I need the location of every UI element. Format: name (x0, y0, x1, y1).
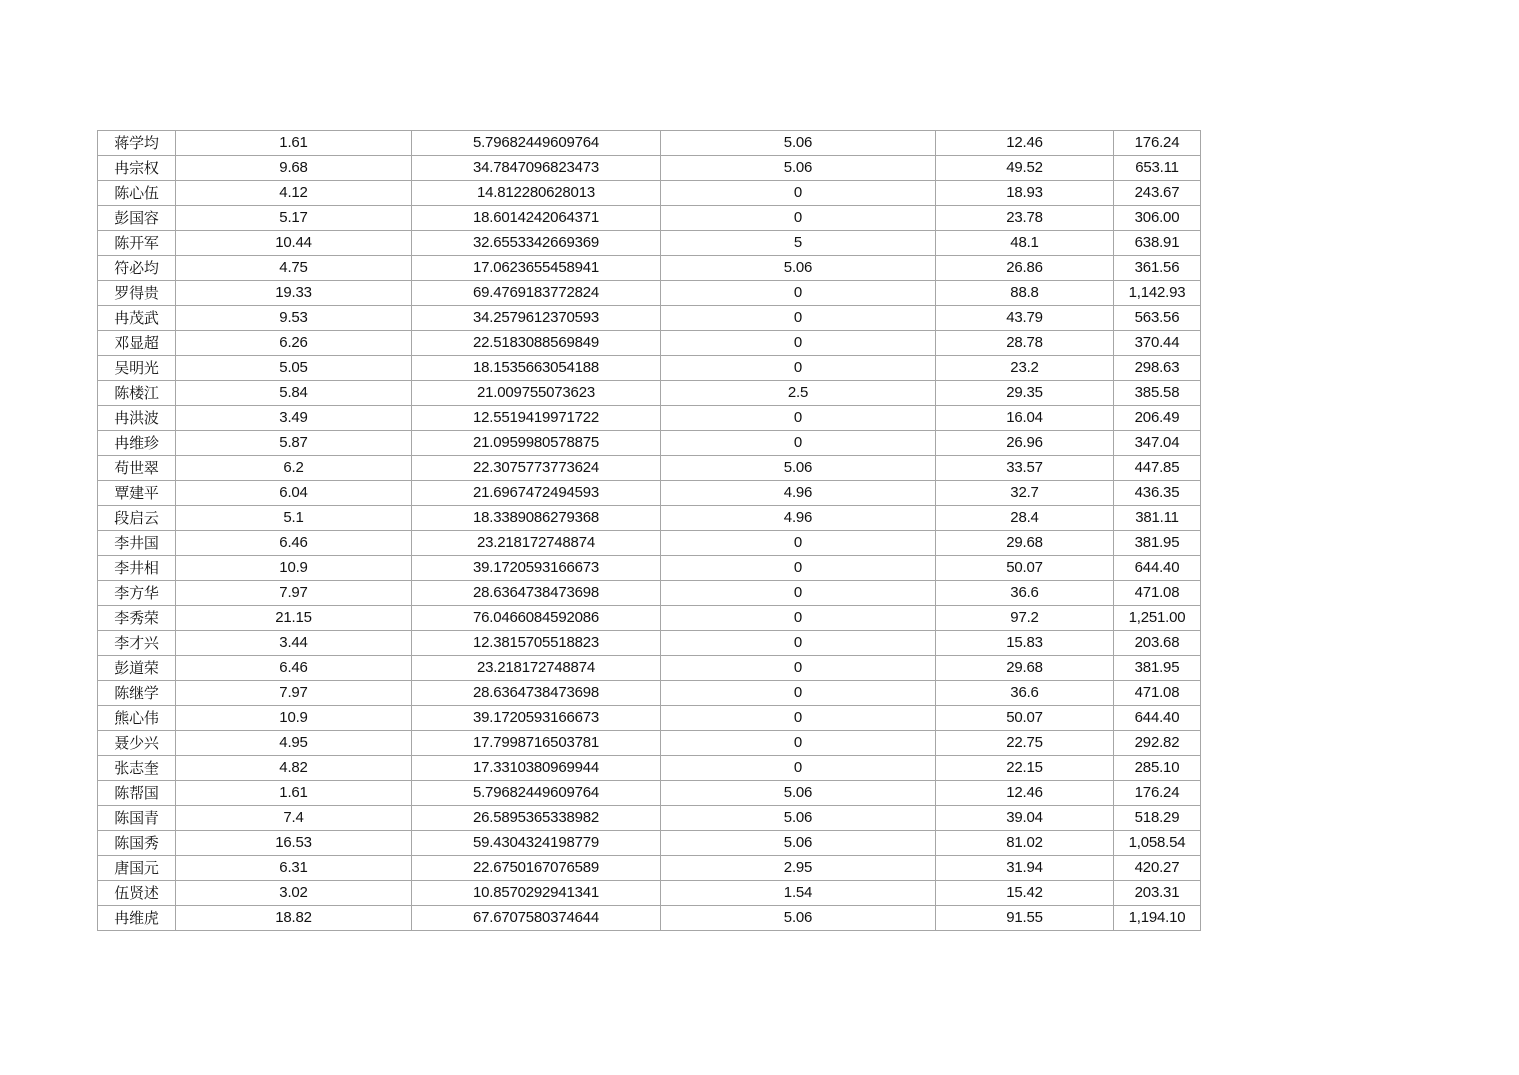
name-cell: 苟世翠 (98, 456, 176, 481)
name-cell: 陈国秀 (98, 831, 176, 856)
value-cell-5: 347.04 (1114, 431, 1201, 456)
value-cell-5: 563.56 (1114, 306, 1201, 331)
value-cell-3: 0 (661, 406, 936, 431)
name-cell: 李才兴 (98, 631, 176, 656)
name-cell: 冉宗权 (98, 156, 176, 181)
value-cell-4: 88.8 (936, 281, 1114, 306)
table-row (98, 631, 1201, 656)
value-cell-5: 1,058.54 (1114, 831, 1201, 856)
value-cell-4: 16.04 (936, 406, 1114, 431)
value-cell-3: 0 (661, 631, 936, 656)
value-cell-3: 0 (661, 431, 936, 456)
value-cell-3: 4.96 (661, 506, 936, 531)
value-cell-2: 26.5895365338982 (412, 806, 661, 831)
name-cell: 李秀荣 (98, 606, 176, 631)
value-cell-5: 436.35 (1114, 481, 1201, 506)
value-cell-2: 17.0623655458941 (412, 256, 661, 281)
table-row (98, 381, 1201, 406)
value-cell-3: 0 (661, 656, 936, 681)
value-cell-1: 3.02 (176, 881, 412, 906)
value-cell-2: 18.6014242064371 (412, 206, 661, 231)
value-cell-2: 76.0466084592086 (412, 606, 661, 631)
value-cell-5: 285.10 (1114, 756, 1201, 781)
value-cell-4: 26.96 (936, 431, 1114, 456)
value-cell-1: 6.46 (176, 531, 412, 556)
value-cell-4: 50.07 (936, 706, 1114, 731)
name-cell: 伍贤述 (98, 881, 176, 906)
name-cell: 陈继学 (98, 681, 176, 706)
value-cell-4: 12.46 (936, 781, 1114, 806)
value-cell-4: 49.52 (936, 156, 1114, 181)
value-cell-4: 39.04 (936, 806, 1114, 831)
value-cell-5: 385.58 (1114, 381, 1201, 406)
value-cell-4: 29.35 (936, 381, 1114, 406)
value-cell-3: 2.95 (661, 856, 936, 881)
table-row (98, 406, 1201, 431)
value-cell-2: 18.1535663054188 (412, 356, 661, 381)
table-row (98, 306, 1201, 331)
value-cell-4: 33.57 (936, 456, 1114, 481)
table-row (98, 831, 1201, 856)
value-cell-2: 32.6553342669369 (412, 231, 661, 256)
table-row (98, 656, 1201, 681)
value-cell-5: 644.40 (1114, 556, 1201, 581)
value-cell-4: 48.1 (936, 231, 1114, 256)
value-cell-3: 5.06 (661, 906, 936, 931)
name-cell: 聂少兴 (98, 731, 176, 756)
value-cell-4: 36.6 (936, 581, 1114, 606)
value-cell-2: 5.79682449609764 (412, 781, 661, 806)
name-cell: 彭道荣 (98, 656, 176, 681)
value-cell-4: 43.79 (936, 306, 1114, 331)
table-row (98, 781, 1201, 806)
name-cell: 彭国容 (98, 206, 176, 231)
table-row (98, 131, 1201, 156)
value-cell-3: 0 (661, 531, 936, 556)
value-cell-2: 69.4769183772824 (412, 281, 661, 306)
value-cell-3: 5.06 (661, 781, 936, 806)
value-cell-5: 644.40 (1114, 706, 1201, 731)
value-cell-2: 59.4304324198779 (412, 831, 661, 856)
value-cell-5: 243.67 (1114, 181, 1201, 206)
value-cell-2: 17.3310380969944 (412, 756, 661, 781)
value-cell-2: 12.3815705518823 (412, 631, 661, 656)
value-cell-5: 381.11 (1114, 506, 1201, 531)
value-cell-1: 9.53 (176, 306, 412, 331)
table-row (98, 181, 1201, 206)
table-row (98, 906, 1201, 931)
name-cell: 熊心伟 (98, 706, 176, 731)
value-cell-3: 0 (661, 181, 936, 206)
name-cell: 罗得贵 (98, 281, 176, 306)
value-cell-3: 0 (661, 356, 936, 381)
value-cell-3: 5.06 (661, 806, 936, 831)
name-cell: 陈国青 (98, 806, 176, 831)
value-cell-4: 18.93 (936, 181, 1114, 206)
name-cell: 冉维虎 (98, 906, 176, 931)
table-row (98, 881, 1201, 906)
name-cell: 李方华 (98, 581, 176, 606)
value-cell-4: 15.83 (936, 631, 1114, 656)
value-cell-4: 26.86 (936, 256, 1114, 281)
table-row (98, 231, 1201, 256)
value-cell-3: 5 (661, 231, 936, 256)
table-row (98, 456, 1201, 481)
value-cell-5: 653.11 (1114, 156, 1201, 181)
value-cell-4: 32.7 (936, 481, 1114, 506)
value-cell-4: 81.02 (936, 831, 1114, 856)
value-cell-2: 23.218172748874 (412, 531, 661, 556)
value-cell-5: 298.63 (1114, 356, 1201, 381)
table-row (98, 856, 1201, 881)
name-cell: 冉洪波 (98, 406, 176, 431)
name-cell: 陈开军 (98, 231, 176, 256)
name-cell: 邓显超 (98, 331, 176, 356)
value-cell-1: 5.05 (176, 356, 412, 381)
value-cell-1: 3.44 (176, 631, 412, 656)
value-cell-4: 22.15 (936, 756, 1114, 781)
value-cell-1: 6.31 (176, 856, 412, 881)
name-cell: 李井国 (98, 531, 176, 556)
value-cell-3: 5.06 (661, 131, 936, 156)
value-cell-1: 6.46 (176, 656, 412, 681)
value-cell-5: 518.29 (1114, 806, 1201, 831)
table-body (98, 131, 1201, 931)
value-cell-4: 23.2 (936, 356, 1114, 381)
value-cell-2: 39.1720593166673 (412, 556, 661, 581)
value-cell-2: 22.5183088569849 (412, 331, 661, 356)
value-cell-1: 6.26 (176, 331, 412, 356)
value-cell-5: 420.27 (1114, 856, 1201, 881)
value-cell-5: 292.82 (1114, 731, 1201, 756)
value-cell-3: 0 (661, 731, 936, 756)
value-cell-4: 28.78 (936, 331, 1114, 356)
value-cell-3: 0 (661, 581, 936, 606)
value-cell-1: 1.61 (176, 781, 412, 806)
value-cell-4: 97.2 (936, 606, 1114, 631)
name-cell: 吴明光 (98, 356, 176, 381)
table-row (98, 531, 1201, 556)
value-cell-1: 16.53 (176, 831, 412, 856)
value-cell-3: 0 (661, 756, 936, 781)
name-cell: 蒋学均 (98, 131, 176, 156)
value-cell-2: 22.6750167076589 (412, 856, 661, 881)
name-cell: 陈楼江 (98, 381, 176, 406)
value-cell-2: 21.0959980578875 (412, 431, 661, 456)
value-cell-1: 6.2 (176, 456, 412, 481)
value-cell-2: 23.218172748874 (412, 656, 661, 681)
value-cell-3: 0 (661, 606, 936, 631)
value-cell-3: 5.06 (661, 156, 936, 181)
name-cell: 冉茂武 (98, 306, 176, 331)
value-cell-2: 28.6364738473698 (412, 581, 661, 606)
value-cell-2: 14.812280628013 (412, 181, 661, 206)
value-cell-1: 4.12 (176, 181, 412, 206)
value-cell-1: 4.95 (176, 731, 412, 756)
value-cell-3: 2.5 (661, 381, 936, 406)
table-row (98, 281, 1201, 306)
value-cell-1: 1.61 (176, 131, 412, 156)
value-cell-3: 4.96 (661, 481, 936, 506)
value-cell-3: 0 (661, 706, 936, 731)
value-cell-1: 5.1 (176, 506, 412, 531)
value-cell-3: 1.54 (661, 881, 936, 906)
table-row (98, 731, 1201, 756)
value-cell-5: 203.31 (1114, 881, 1201, 906)
data-table (97, 130, 1201, 931)
value-cell-2: 12.5519419971722 (412, 406, 661, 431)
name-cell: 陈帮国 (98, 781, 176, 806)
value-cell-1: 7.97 (176, 681, 412, 706)
table-row (98, 556, 1201, 581)
value-cell-4: 31.94 (936, 856, 1114, 881)
value-cell-4: 23.78 (936, 206, 1114, 231)
value-cell-5: 176.24 (1114, 131, 1201, 156)
table-row (98, 681, 1201, 706)
value-cell-1: 21.15 (176, 606, 412, 631)
name-cell: 唐国元 (98, 856, 176, 881)
value-cell-1: 5.87 (176, 431, 412, 456)
value-cell-5: 206.49 (1114, 406, 1201, 431)
value-cell-2: 18.3389086279368 (412, 506, 661, 531)
value-cell-2: 39.1720593166673 (412, 706, 661, 731)
value-cell-1: 10.9 (176, 706, 412, 731)
table-row (98, 581, 1201, 606)
value-cell-5: 370.44 (1114, 331, 1201, 356)
name-cell: 段启云 (98, 506, 176, 531)
table-row (98, 706, 1201, 731)
value-cell-2: 28.6364738473698 (412, 681, 661, 706)
value-cell-5: 447.85 (1114, 456, 1201, 481)
value-cell-1: 5.17 (176, 206, 412, 231)
value-cell-2: 34.2579612370593 (412, 306, 661, 331)
value-cell-1: 5.84 (176, 381, 412, 406)
name-cell: 冉维珍 (98, 431, 176, 456)
table-row (98, 331, 1201, 356)
value-cell-1: 19.33 (176, 281, 412, 306)
value-cell-2: 21.009755073623 (412, 381, 661, 406)
value-cell-4: 28.4 (936, 506, 1114, 531)
value-cell-1: 7.4 (176, 806, 412, 831)
value-cell-5: 381.95 (1114, 656, 1201, 681)
value-cell-3: 5.06 (661, 256, 936, 281)
value-cell-2: 21.6967472494593 (412, 481, 661, 506)
value-cell-5: 306.00 (1114, 206, 1201, 231)
value-cell-1: 4.75 (176, 256, 412, 281)
table-row (98, 256, 1201, 281)
value-cell-5: 1,251.00 (1114, 606, 1201, 631)
value-cell-2: 10.8570292941341 (412, 881, 661, 906)
value-cell-5: 471.08 (1114, 581, 1201, 606)
value-cell-4: 12.46 (936, 131, 1114, 156)
value-cell-4: 29.68 (936, 656, 1114, 681)
table-row (98, 481, 1201, 506)
value-cell-2: 22.3075773773624 (412, 456, 661, 481)
value-cell-3: 5.06 (661, 831, 936, 856)
value-cell-2: 67.6707580374644 (412, 906, 661, 931)
table-row (98, 431, 1201, 456)
value-cell-1: 3.49 (176, 406, 412, 431)
value-cell-5: 1,142.93 (1114, 281, 1201, 306)
value-cell-1: 10.44 (176, 231, 412, 256)
value-cell-2: 17.7998716503781 (412, 731, 661, 756)
value-cell-3: 5.06 (661, 456, 936, 481)
value-cell-3: 0 (661, 556, 936, 581)
value-cell-3: 0 (661, 281, 936, 306)
value-cell-3: 0 (661, 206, 936, 231)
value-cell-4: 15.42 (936, 881, 1114, 906)
value-cell-1: 6.04 (176, 481, 412, 506)
value-cell-1: 7.97 (176, 581, 412, 606)
value-cell-5: 361.56 (1114, 256, 1201, 281)
value-cell-1: 4.82 (176, 756, 412, 781)
value-cell-3: 0 (661, 681, 936, 706)
value-cell-5: 381.95 (1114, 531, 1201, 556)
value-cell-5: 203.68 (1114, 631, 1201, 656)
value-cell-5: 176.24 (1114, 781, 1201, 806)
name-cell: 覃建平 (98, 481, 176, 506)
value-cell-1: 18.82 (176, 906, 412, 931)
value-cell-4: 22.75 (936, 731, 1114, 756)
name-cell: 张志奎 (98, 756, 176, 781)
table-row (98, 606, 1201, 631)
table-row (98, 156, 1201, 181)
value-cell-4: 36.6 (936, 681, 1114, 706)
value-cell-5: 638.91 (1114, 231, 1201, 256)
name-cell: 陈心伍 (98, 181, 176, 206)
value-cell-4: 91.55 (936, 906, 1114, 931)
table-row (98, 806, 1201, 831)
value-cell-1: 9.68 (176, 156, 412, 181)
value-cell-5: 1,194.10 (1114, 906, 1201, 931)
value-cell-3: 0 (661, 331, 936, 356)
value-cell-1: 10.9 (176, 556, 412, 581)
value-cell-5: 471.08 (1114, 681, 1201, 706)
table-row (98, 756, 1201, 781)
table-row (98, 356, 1201, 381)
value-cell-3: 0 (661, 306, 936, 331)
name-cell: 李井相 (98, 556, 176, 581)
value-cell-2: 5.79682449609764 (412, 131, 661, 156)
name-cell: 符必均 (98, 256, 176, 281)
value-cell-2: 34.7847096823473 (412, 156, 661, 181)
value-cell-4: 29.68 (936, 531, 1114, 556)
table-row (98, 506, 1201, 531)
value-cell-4: 50.07 (936, 556, 1114, 581)
table-row (98, 206, 1201, 231)
